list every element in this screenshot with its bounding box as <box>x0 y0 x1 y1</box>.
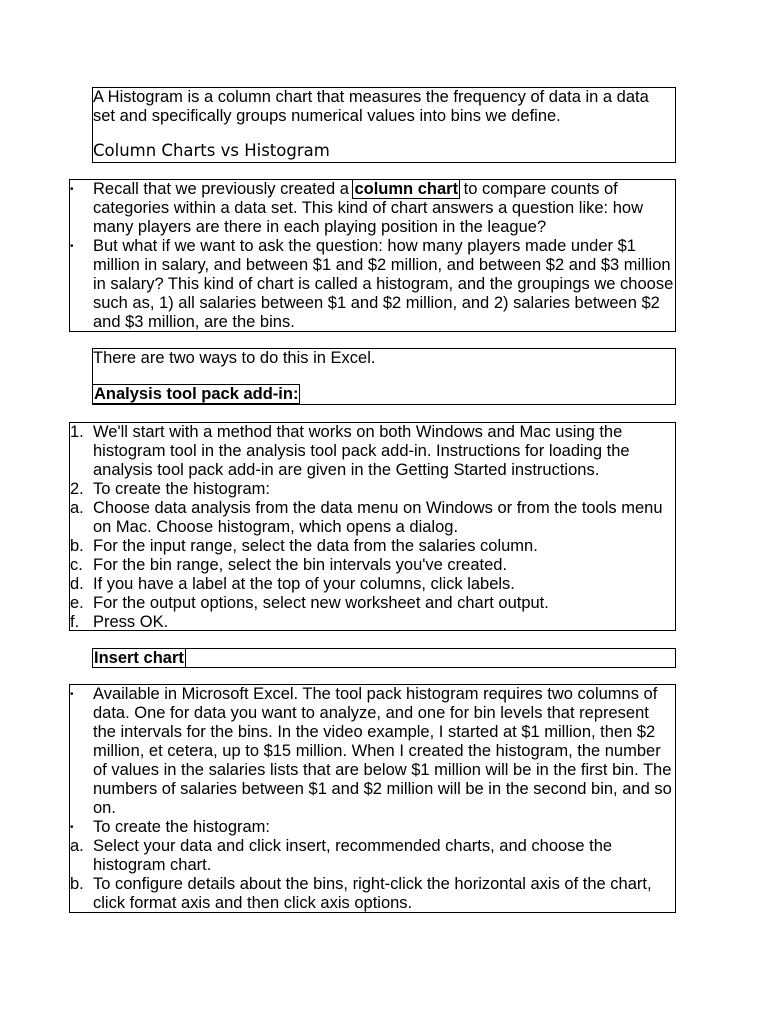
bullet-marker: • <box>70 689 74 700</box>
toolpack-steps-list <box>70 423 675 632</box>
list-item-text: For the bin range, select the bin intervals you've created. <box>93 556 508 574</box>
list-item-text: For the output options, select new worksheet and chart output. <box>93 594 549 612</box>
list-item <box>70 537 675 556</box>
list-item-text: Available in Microsoft Excel. The tool pack histogram requires two columns of data. One for data you want to analyze, and one for bin levels that represent the intervals for the bins. In the video example, I started at $1 million, then $2 million, et cetera, up to $15 million. When I created the histogram, the number of values in the salaries lists that are below $1 million will be in the first bin. The numbers of salaries between $1 and $2 million will be in the second bin, and so on. <box>93 685 672 817</box>
list-item <box>70 499 675 537</box>
section-heading-column-vs-histogram: Column Charts vs Histogram <box>93 141 330 160</box>
analysis-tool-pack-heading: Analysis tool pack add-in: <box>94 385 299 403</box>
list-item-text-pre: Recall that we previously created a <box>93 180 354 198</box>
list-item <box>70 594 675 613</box>
column-chart-term: column chart <box>354 180 459 198</box>
toolpack-steps-block <box>69 422 676 631</box>
insert-chart-heading-block <box>92 648 676 668</box>
list-item <box>70 818 675 837</box>
intro-block <box>92 87 676 163</box>
item-marker: a. <box>70 837 84 855</box>
item-marker: d. <box>70 575 84 593</box>
item-marker: f. <box>70 613 80 631</box>
bullet-marker: • <box>70 241 74 252</box>
list-item-text: We'll start with a method that works on both Windows and Mac using the histogram tool in the analysis tool pack add-in. Instructions for loading the analysis tool pack add-in are given in the Getting Started instructions. <box>93 423 630 479</box>
list-item-text: But what if we want to ask the question: how many players made under $1 million in salary, and between $1 and $2 million, and between $2 and $3 million in salary? This kind of chart is called a histogram, and the groupings we choose such as, 1) all salaries between $1 and $2 million, and 2) salaries between $2 and $3 million, are the bins. <box>93 237 674 331</box>
list-item-text: Choose data analysis from the data menu on Windows or from the tools menu on Mac. Choose histogram, which opens a dialog. <box>93 499 663 536</box>
compare-list-block <box>69 179 676 332</box>
list-item-text: For the input range, select the data from the salaries column. <box>93 537 538 555</box>
item-marker: b. <box>70 875 84 893</box>
list-item <box>70 480 675 499</box>
list-item-text: Select your data and click insert, recommended charts, and choose the histogram chart. <box>93 837 613 874</box>
list-item <box>70 875 675 913</box>
item-marker: c. <box>70 556 83 574</box>
ways-text: There are two ways to do this in Excel. <box>93 349 376 367</box>
list-item <box>70 180 675 237</box>
list-item-text: To create the histogram: <box>93 480 271 498</box>
item-marker: 1. <box>70 423 84 441</box>
list-item <box>70 685 675 818</box>
list-item <box>70 575 675 594</box>
list-item-text: To create the histogram: <box>93 818 271 836</box>
list-item-text-post: to compare counts of categories within a data set. This kind of chart answers a question like: how many players are there in each playing position in the league? <box>93 180 643 236</box>
list-item <box>70 423 675 480</box>
insert-chart-heading: Insert chart <box>94 649 184 667</box>
list-item-text: To configure details about the bins, right-click the horizontal axis of the chart, click format axis and then click axis options. <box>93 875 652 912</box>
ways-heading-line <box>93 385 675 404</box>
intro-text: A Histogram is a column chart that measures the frequency of data in a data set and specifically groups numerical values into bins we define. <box>93 88 649 125</box>
list-item <box>70 237 675 332</box>
bullet-marker: • <box>70 184 74 195</box>
bullet-marker: • <box>70 822 74 833</box>
insert-chart-list-block <box>69 684 676 913</box>
item-marker: 2. <box>70 480 84 498</box>
list-item-text: If you have a label at the top of your columns, click labels. <box>93 575 515 593</box>
insert-chart-list <box>70 685 675 913</box>
item-marker: a. <box>70 499 84 517</box>
item-marker: e. <box>70 594 84 612</box>
list-item <box>70 556 675 575</box>
ways-block <box>92 348 676 405</box>
list-item-text: Press OK. <box>93 613 169 631</box>
list-item <box>70 837 675 875</box>
list-item <box>70 613 675 632</box>
item-marker: b. <box>70 537 84 555</box>
